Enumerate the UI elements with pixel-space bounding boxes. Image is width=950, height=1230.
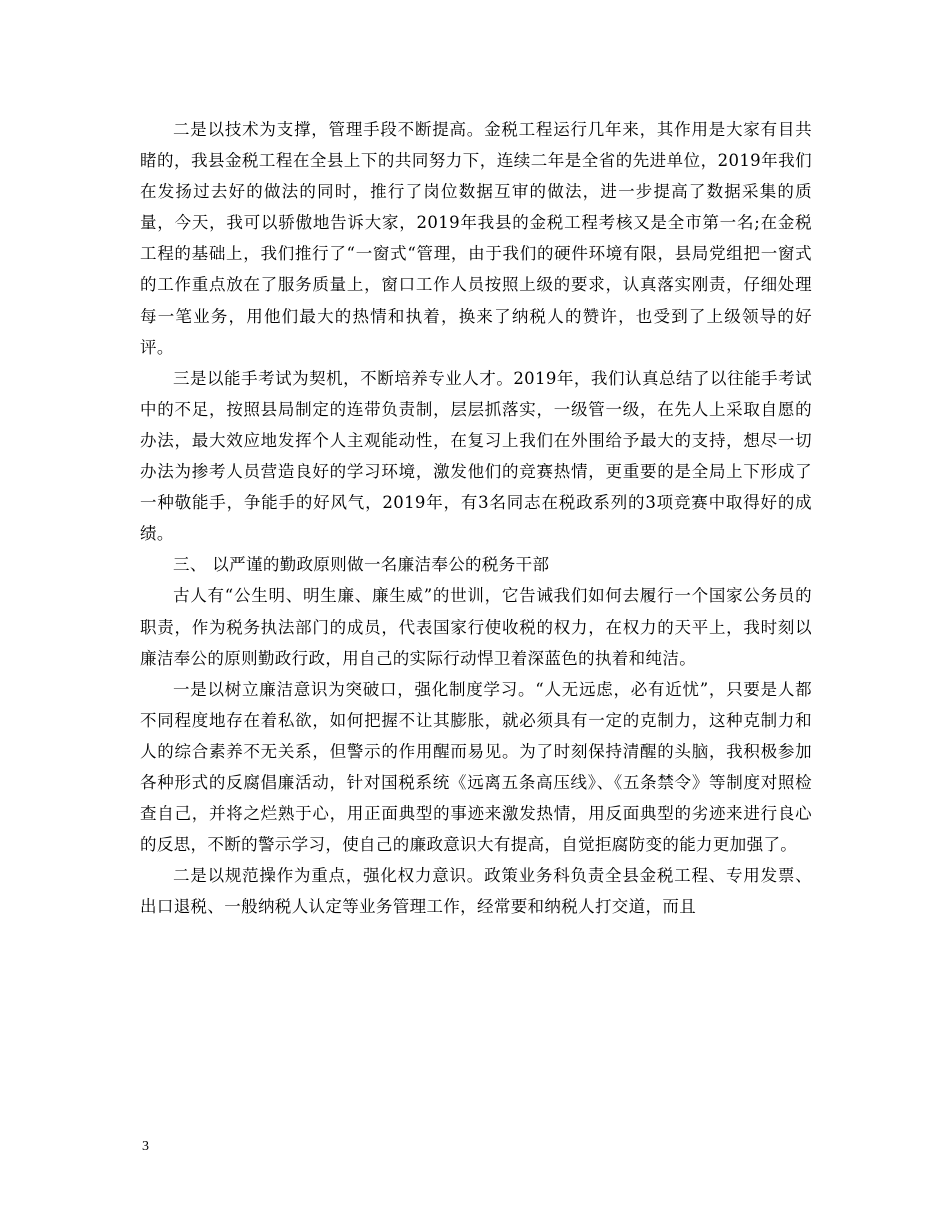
section-heading-integrity: 三、 以严谨的勤政原则做一名廉洁奉公的税务干部 xyxy=(173,555,550,575)
paragraph-talent-training: 三是以能手考试为契机，不断培养专业人才。2019年，我们认真总结了以往能手考试中的不足，按照县局制定的连带负责制，层层抓落实，一级管一级，在先人上采取自愿的办法，最大效应地发挥个人主观能动性，在复习上我们在外围给予最大的支持，想尽一切办法为掺考人员营造良好的学习环境，激发他们的竞赛热情，更重要的是全局上下形成了一种敬能手，争能手的好风气，2019年，有3名同志在税政系列的3项竞赛中取得好的成绩。 xyxy=(140,368,812,544)
paragraph-standard-operation: 二是以规范操作为重点，强化权力意识。政策业务科负责全县金税工程、专用发票、出口退税、一般纳税人认定等业务管理工作，经常要和纳税人打交道，而且 xyxy=(140,866,812,917)
page-number: 3 xyxy=(142,1139,149,1154)
paragraph-ancient-motto: 古人有“公生明、明生廉、廉生威”的世训，它告诫我们如何去履行一个国家公务员的职责，作为税务执法部门的成员，代表国家行使收税的权力，在权力的天平上，我时刻以廉洁奉公的原则勤政行政，用自己的实际行动悍卫着深蓝色的执着和纯洁。 xyxy=(140,586,812,668)
paragraph-technology-support: 二是以技术为支撑，管理手段不断提高。金税工程运行几年来，其作用是大家有目共睹的，我县金税工程在全县上下的共同努力下，连续二年是全省的先进单位，2019年我们在发扬过去好的做法的同时，推行了岗位数据互审的做法，进一步提高了数据采集的质量，今天，我可以骄傲地告诉大家，2019年我县的金税工程考核又是全市第一名;在金税工程的基础上，我们推行了“一窗式“管理，由于我们的硬件环境有限，县局党组把一窗式的工作重点放在了服务质量上，窗口工作人员按照上级的要求，认真落实刚责，仔细处理每一笔业务，用他们最大的热情和执着，换来了纳税人的赞许，也受到了上级领导的好评。 xyxy=(140,120,812,357)
paragraph-integrity-awareness: 一是以树立廉洁意识为突破口，强化制度学习。“人无远虑，必有近忧”，只要是人都不同程度地存在着私欲，如何把握不让其膨胀，就必须具有一定的克制力，这种克制力和人的综合素养不无关系，但警示的作用醒而易见。为了时刻保持清醒的头脑，我积极参加各种形式的反腐倡廉活动，针对国税系统《远离五条高压线》、《五条禁令》等制度对照检查自己，并将之烂熟于心，用正面典型的事迹来激发热情，用反面典型的劣迹来进行良心的反思，不断的警示学习，使自己的廉政意识大有提高，自觉拒腐防变的能力更加强了。 xyxy=(140,679,812,855)
document-body xyxy=(140,114,812,922)
